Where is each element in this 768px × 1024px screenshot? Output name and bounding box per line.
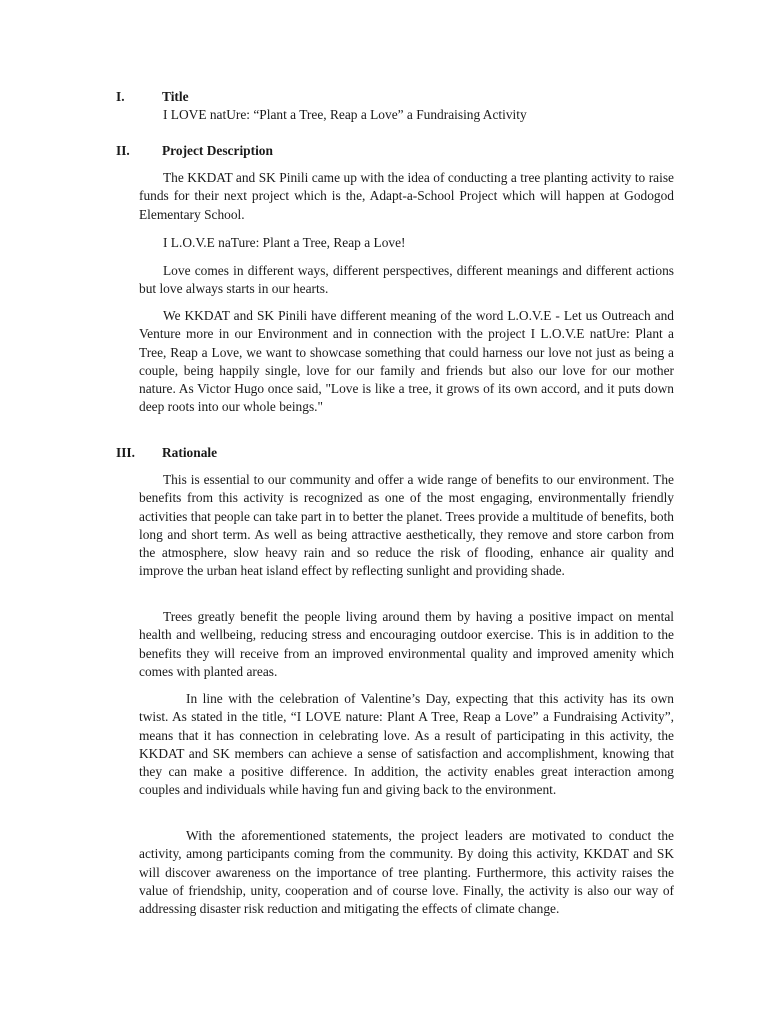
section-number: II.	[116, 143, 130, 158]
rationale-paragraph-4: With the aforementioned statements, the project leaders are motivated to conduct the activity, among participants coming from the community. By doing this activity, KKDAT and SK will discover awareness on the importance of tree planting. Furthermore, this activity raises the value of friendship, unity, cooperation and of course love. Finally, the activity is also our way of addressing disaster risk reduction and mitigating the effects of climate change.	[139, 828, 674, 917]
rationale-paragraph-2: Trees greatly benefit the people living around them by having a positive impact on mental health and wellbeing, reducing stress and encouraging outdoor exercise. This is in addition to the benefits they will receive from an improved environmental quality and improved amenity which comes with planted areas.	[139, 609, 674, 679]
section-number: III.	[116, 445, 135, 460]
project-title: I LOVE natUre: “Plant a Tree, Reap a Love” a Fundraising Activity	[163, 107, 527, 122]
description-paragraph-2: I L.O.V.E naTure: Plant a Tree, Reap a Love!	[163, 235, 406, 250]
section-heading-text: Title	[162, 89, 189, 104]
description-paragraph-4: We KKDAT and SK Pinili have different meaning of the word L.O.V.E - Let us Outreach and Venture more in our Environment and in connection with the project I L.O.V.E natUre: Plant a Tree, Reap a Love, we want to showcase something that could harness our love not just as being a couple, being happily single, love for our family and friends but also our love for our mother nature. As Victor Hugo once said, "Love is like a tree, it grows of its own accord, and it puts down deep roots into our whole beings."	[139, 308, 674, 415]
rationale-paragraph-3: In line with the celebration of Valentine’s Day, expecting that this activity has its own twist. As stated in the title, “I LOVE nature: Plant A Tree, Reap a Love” a Fundraising Activity”, means that it has connection in celebrating love. As a result of participating in this activity, the KKDAT and SK members can achieve a sense of satisfaction and accomplishment, knowing that they can make a positive difference. In addition, the activity enables great interaction among couples and individuals while having fun and giving back to the environment.	[139, 691, 674, 798]
section-heading-title	[116, 88, 189, 106]
section-heading-project-description	[116, 142, 273, 160]
rationale-paragraph-1: This is essential to our community and offer a wide range of benefits to our environment. The benefits from this activity is recognized as one of the most engaging, environmentally friendly activities that people can take part in to better the planet. Trees provide a multitude of benefits, both long and short term. As well as being attractive aesthetically, they remove and store carbon from the atmosphere, slow heavy rain and so reduce the risk of flooding, enhance air quality and improve the urban heat island effect by reflecting sunlight and providing shade.	[139, 472, 674, 579]
section-heading-text: Project Description	[162, 143, 273, 158]
description-paragraph-3: Love comes in different ways, different perspectives, different meanings and different actions but love always starts in our hearts.	[139, 263, 674, 297]
section-heading-text: Rationale	[162, 445, 218, 460]
section-heading-rationale	[116, 444, 217, 462]
description-paragraph-1: The KKDAT and SK Pinili came up with the idea of conducting a tree planting activity to raise funds for their next project which is the, Adapt-a-School Project which will happen at Godogod Elementary School.	[139, 170, 674, 222]
section-number: I.	[116, 89, 125, 104]
